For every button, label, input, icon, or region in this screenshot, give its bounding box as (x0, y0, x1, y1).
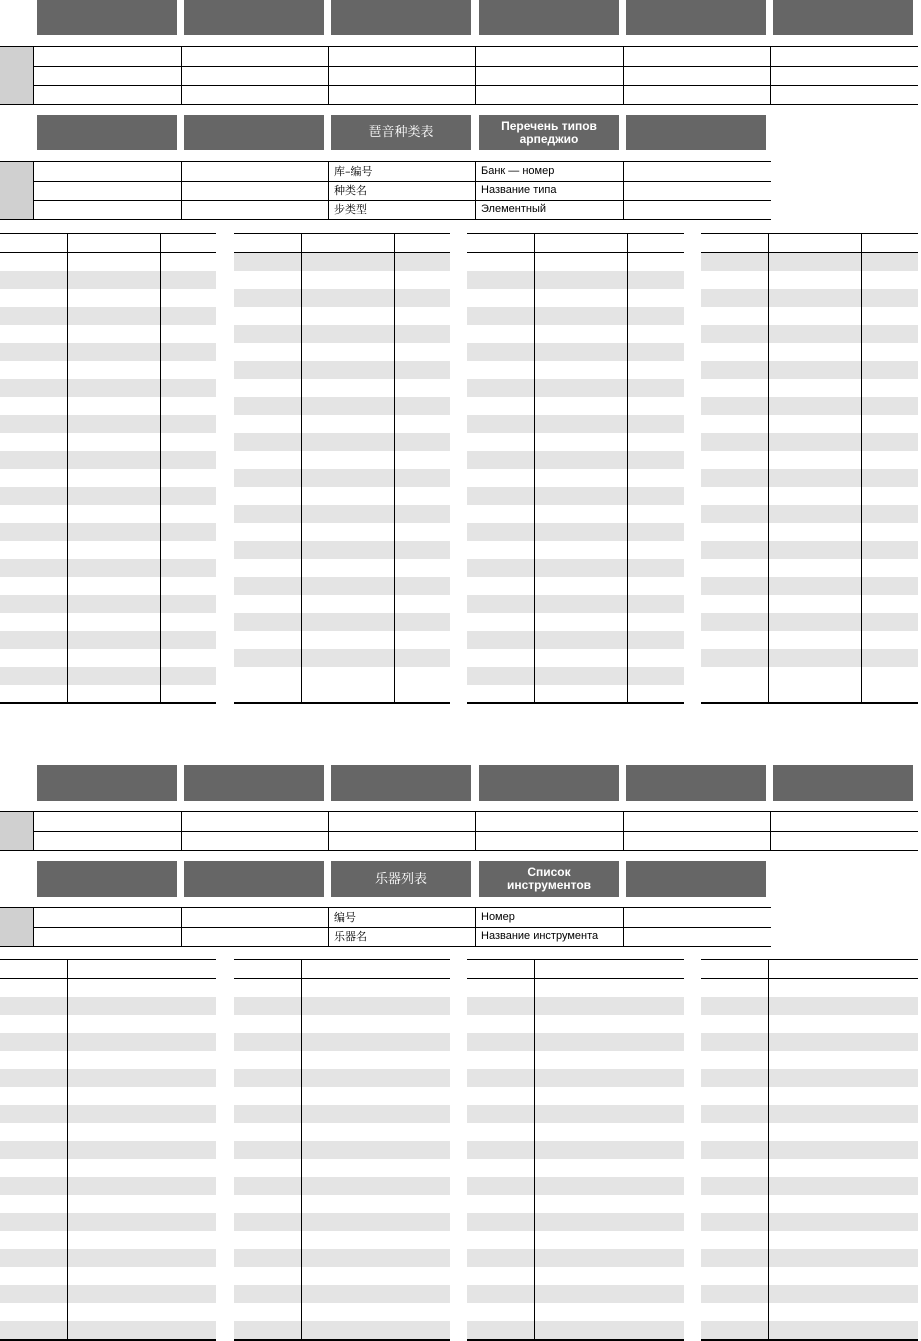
table-row-stripe (0, 667, 216, 685)
table-header-rule (467, 978, 684, 979)
table-row-stripe (234, 997, 450, 1015)
arpeggio-title-header-1 (37, 115, 177, 150)
arpeggio-title-chinese: 琶音种类表 (331, 115, 471, 150)
legend-cell-chinese: 编号 (328, 908, 475, 927)
table-row-stripe (234, 325, 450, 343)
row-tab (0, 47, 33, 66)
row-tab (0, 200, 33, 219)
grid-cell (475, 831, 623, 850)
table-row-stripe (0, 631, 216, 649)
column-divider (67, 959, 68, 1341)
table-header-rule (234, 252, 450, 253)
grid-cell (475, 47, 623, 66)
instrument-title-header-2 (184, 861, 324, 897)
table-row-stripe (234, 1105, 450, 1123)
table-row-stripe (701, 997, 918, 1015)
table-row (0, 66, 918, 86)
table-row-stripe (0, 487, 216, 505)
grid-cell (181, 831, 328, 850)
arpeggio-top-header-6 (773, 0, 913, 35)
grid-cell (770, 85, 918, 104)
grid-cell (475, 812, 623, 831)
table-row-stripe (467, 1249, 684, 1267)
grid-cell (770, 66, 918, 85)
table-row-stripe (467, 631, 684, 649)
instrument-list-table-1 (0, 959, 216, 1341)
table-row-stripe (467, 1105, 684, 1123)
table-top-rule (701, 233, 918, 234)
grid-cell (181, 85, 328, 104)
grid-cell (328, 831, 475, 850)
grid-cell (181, 66, 328, 85)
arpeggio-list-table-1 (0, 233, 216, 704)
table-row-stripe (0, 1285, 216, 1303)
table-row-stripe (0, 1177, 216, 1195)
arpeggio-top-header-1 (37, 0, 177, 35)
table-top-rule (701, 959, 918, 960)
column-divider (768, 233, 769, 704)
legend-cell-russian: Название типа (475, 181, 623, 200)
legend-cell (33, 908, 181, 927)
table-row-stripe (467, 1213, 684, 1231)
table-row-stripe (234, 1321, 450, 1339)
grid-cell (475, 85, 623, 104)
arpeggio-top-header-2 (184, 0, 324, 35)
table-row (0, 46, 918, 67)
table-row-stripe (701, 577, 918, 595)
arpeggio-top-header-5 (626, 0, 766, 35)
table-row-stripe (234, 289, 450, 307)
table-row-stripe (0, 997, 216, 1015)
column-divider (301, 959, 302, 1341)
table-row-stripe (701, 505, 918, 523)
row-tab (0, 812, 33, 831)
table-row-stripe (0, 307, 216, 325)
table-row-stripe (234, 361, 450, 379)
column-divider (861, 233, 862, 704)
instrument-list-table-4 (701, 959, 918, 1341)
row-tab (0, 927, 33, 946)
legend-row (0, 181, 771, 201)
legend-cell (33, 200, 181, 219)
legend-cell-chinese: 乐器名 (328, 927, 475, 946)
table-row-stripe (701, 1285, 918, 1303)
table-row-stripe (701, 361, 918, 379)
table-row-stripe (234, 1069, 450, 1087)
grid-cell (33, 85, 181, 104)
grid-cell (33, 831, 181, 850)
table-row-stripe (234, 505, 450, 523)
table-row-stripe (467, 1069, 684, 1087)
legend-cell (181, 162, 328, 181)
legend-cell-chinese: 种类名 (328, 181, 475, 200)
table-row-stripe (467, 307, 684, 325)
table-row-stripe (467, 1033, 684, 1051)
table-row-stripe (701, 397, 918, 415)
column-divider (301, 233, 302, 704)
table-row-stripe (234, 541, 450, 559)
legend-cell-russian: Номер (475, 908, 623, 927)
grid-cell (181, 812, 328, 831)
table-row-stripe (0, 1249, 216, 1267)
instrument-list-table-3 (467, 959, 684, 1341)
table-row-stripe (234, 613, 450, 631)
legend-cell-russian: Название инструмента (475, 927, 623, 946)
table-row-stripe (701, 1105, 918, 1123)
table-row (0, 831, 918, 851)
legend-cell (623, 181, 771, 200)
legend-cell (33, 181, 181, 200)
grid-cell (770, 812, 918, 831)
table-row-stripe (467, 595, 684, 613)
table-row-stripe (701, 433, 918, 451)
column-divider (67, 233, 68, 704)
table-bottom-rule (467, 702, 684, 704)
grid-cell (328, 66, 475, 85)
table-row-stripe (701, 1141, 918, 1159)
table-row-stripe (234, 253, 450, 271)
row-tab (0, 181, 33, 200)
table-row-stripe (0, 271, 216, 289)
grid-cell (475, 66, 623, 85)
table-row-stripe (234, 397, 450, 415)
table-row-stripe (0, 595, 216, 613)
table-row-stripe (0, 1105, 216, 1123)
table-row-stripe (701, 1069, 918, 1087)
table-row-stripe (0, 523, 216, 541)
table-row-stripe (234, 1141, 450, 1159)
legend-cell-russian: Банк — номер (475, 162, 623, 181)
table-top-rule (234, 233, 450, 234)
table-row-stripe (0, 343, 216, 361)
table-row-stripe (701, 613, 918, 631)
table-row-stripe (701, 649, 918, 667)
table-row (0, 85, 918, 105)
table-top-rule (467, 959, 684, 960)
table-row-stripe (701, 1033, 918, 1051)
table-row-stripe (701, 1321, 918, 1339)
legend-cell (181, 181, 328, 200)
legend-row (0, 907, 771, 928)
legend-cell (623, 927, 771, 946)
table-row-stripe (467, 1141, 684, 1159)
column-divider (627, 233, 628, 704)
table-top-rule (0, 959, 216, 960)
column-divider (768, 959, 769, 1341)
row-tab (0, 162, 33, 181)
table-row-stripe (234, 1285, 450, 1303)
legend-row (0, 161, 771, 182)
table-row-stripe (467, 379, 684, 397)
table-row-stripe (0, 451, 216, 469)
instrument-list-table-2 (234, 959, 450, 1341)
table-row-stripe (701, 325, 918, 343)
table-row-stripe (701, 469, 918, 487)
arpeggio-list-table-4 (701, 233, 918, 704)
arpeggio-title-header-2 (184, 115, 324, 150)
table-row-stripe (234, 433, 450, 451)
table-top-rule (0, 233, 216, 234)
table-row-stripe (0, 559, 216, 577)
table-row-stripe (467, 667, 684, 685)
grid-cell (328, 47, 475, 66)
grid-cell (33, 66, 181, 85)
table-row-stripe (467, 1321, 684, 1339)
table-row-stripe (467, 1177, 684, 1195)
table-row-stripe (0, 1321, 216, 1339)
grid-cell (623, 85, 770, 104)
table-bottom-rule (0, 702, 216, 704)
table-row-stripe (701, 1213, 918, 1231)
column-divider (534, 233, 535, 704)
legend-cell (623, 200, 771, 219)
legend-cell-russian: Элементный (475, 200, 623, 219)
table-header-rule (234, 978, 450, 979)
arpeggio-top-header-3 (331, 0, 471, 35)
table-row-stripe (467, 271, 684, 289)
legend-row (0, 927, 771, 947)
grid-cell (623, 812, 770, 831)
table-top-rule (467, 233, 684, 234)
legend-cell (623, 908, 771, 927)
table-row-stripe (701, 1249, 918, 1267)
table-row-stripe (234, 649, 450, 667)
table-row-stripe (0, 1033, 216, 1051)
legend-cell-chinese: 库–编号 (328, 162, 475, 181)
instrument-top-header-3 (331, 765, 471, 801)
legend-cell (623, 162, 771, 181)
table-row (0, 811, 918, 832)
arpeggio-top-header-4 (479, 0, 619, 35)
instrument-top-header-1 (37, 765, 177, 801)
grid-cell (33, 47, 181, 66)
row-tab (0, 66, 33, 85)
grid-cell (770, 831, 918, 850)
table-row-stripe (467, 997, 684, 1015)
instrument-top-header-2 (184, 765, 324, 801)
grid-cell (181, 47, 328, 66)
table-row-stripe (234, 577, 450, 595)
arpeggio-list-table-2 (234, 233, 450, 704)
grid-cell (328, 812, 475, 831)
table-row-stripe (0, 415, 216, 433)
row-tab (0, 85, 33, 104)
grid-cell (623, 47, 770, 66)
table-row-stripe (234, 1177, 450, 1195)
instrument-title-chinese: 乐器列表 (331, 861, 471, 897)
table-row-stripe (467, 559, 684, 577)
table-row-stripe (234, 1033, 450, 1051)
table-row-stripe (701, 289, 918, 307)
table-row-stripe (701, 541, 918, 559)
column-divider (534, 959, 535, 1341)
table-row-stripe (234, 469, 450, 487)
column-divider (160, 233, 161, 704)
table-header-rule (701, 252, 918, 253)
grid-cell (33, 812, 181, 831)
legend-cell (181, 200, 328, 219)
table-row-stripe (467, 451, 684, 469)
grid-cell (623, 66, 770, 85)
instrument-top-header-4 (479, 765, 619, 801)
instrument-title-header-5 (626, 861, 766, 897)
legend-cell (181, 908, 328, 927)
arpeggio-list-table-3 (467, 233, 684, 704)
table-header-rule (701, 978, 918, 979)
table-row-stripe (0, 379, 216, 397)
instrument-title-header-1 (37, 861, 177, 897)
table-row-stripe (701, 1177, 918, 1195)
table-row-stripe (467, 343, 684, 361)
table-row-stripe (467, 415, 684, 433)
arpeggio-title-header-5 (626, 115, 766, 150)
table-header-rule (0, 252, 216, 253)
instrument-top-header-5 (626, 765, 766, 801)
row-tab (0, 908, 33, 927)
table-row-stripe (467, 1285, 684, 1303)
table-header-rule (0, 978, 216, 979)
table-top-rule (234, 959, 450, 960)
arpeggio-title-russian: Перечень типов арпеджио (479, 115, 619, 150)
column-divider (394, 233, 395, 704)
table-row-stripe (0, 1069, 216, 1087)
instrument-top-header-6 (773, 765, 913, 801)
table-row-stripe (234, 1213, 450, 1231)
table-row-stripe (467, 487, 684, 505)
table-row-stripe (467, 523, 684, 541)
legend-cell (33, 162, 181, 181)
legend-cell-chinese: 步类型 (328, 200, 475, 219)
table-row-stripe (234, 1249, 450, 1267)
table-header-rule (467, 252, 684, 253)
instrument-title-russian: Список инструментов (479, 861, 619, 897)
grid-cell (770, 47, 918, 66)
table-row-stripe (0, 1141, 216, 1159)
row-tab (0, 831, 33, 850)
table-bottom-rule (701, 702, 918, 704)
table-row-stripe (701, 253, 918, 271)
table-bottom-rule (234, 702, 450, 704)
grid-cell (623, 831, 770, 850)
grid-cell (328, 85, 475, 104)
legend-cell (33, 927, 181, 946)
legend-row (0, 200, 771, 220)
table-row-stripe (0, 1213, 216, 1231)
legend-cell (181, 927, 328, 946)
